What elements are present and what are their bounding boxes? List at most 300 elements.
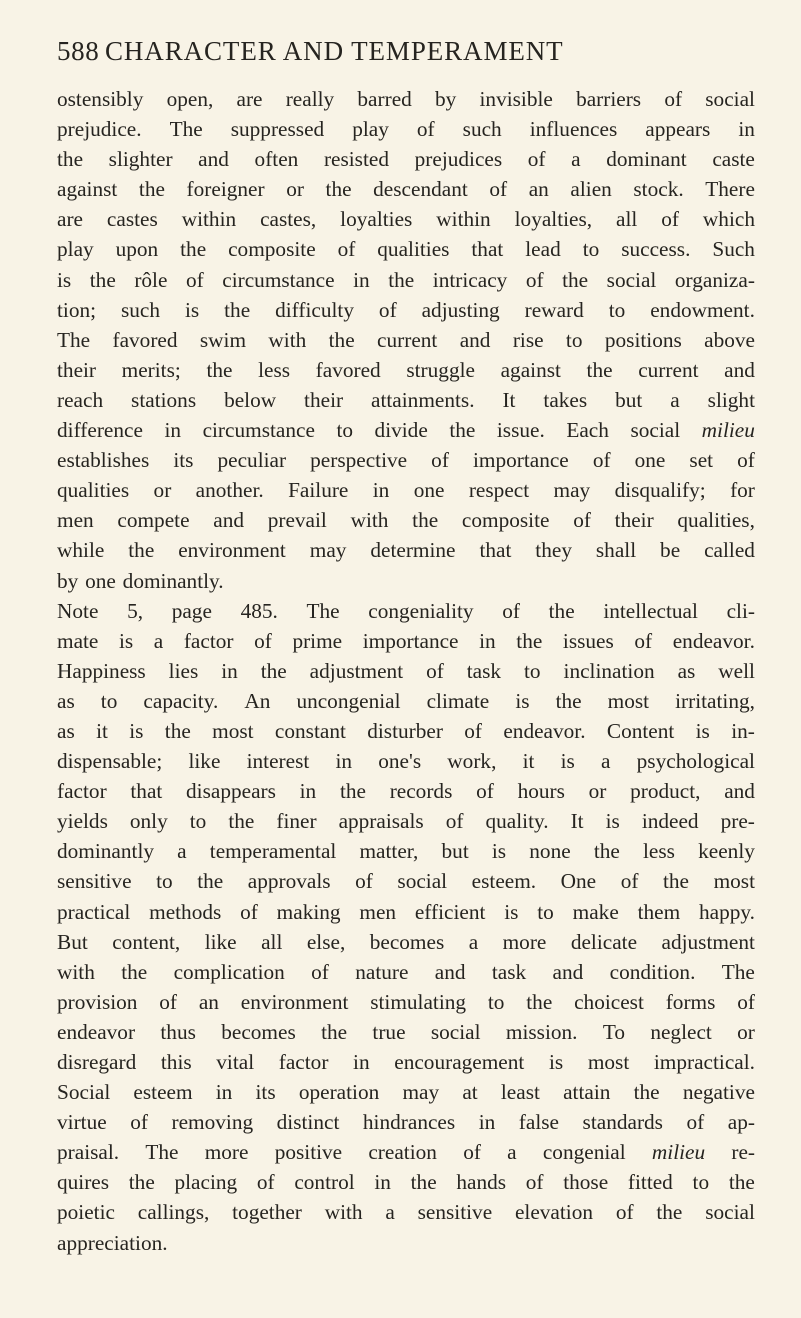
word: temperamental (209, 839, 337, 864)
word: sensitive (417, 1200, 493, 1225)
word: composite (228, 237, 316, 262)
word: or (153, 478, 172, 503)
word: to (336, 418, 354, 443)
word: by (435, 87, 457, 111)
word: prime (292, 628, 343, 653)
word: the (562, 267, 589, 292)
word: of (737, 448, 755, 473)
word: poietic (57, 1200, 115, 1225)
word: intricacy (432, 267, 508, 292)
word: hindrances (362, 1110, 456, 1135)
word: adjusting (421, 297, 500, 322)
word: importance (362, 628, 459, 653)
word: their (614, 508, 654, 533)
word: of (355, 869, 373, 894)
word: There (705, 177, 755, 202)
text-line (57, 957, 755, 987)
word: within (181, 207, 237, 232)
word: barred (357, 87, 412, 111)
text-line (57, 866, 755, 896)
word: the (516, 628, 543, 653)
word: prejudice. (57, 117, 142, 142)
text-line (57, 1017, 755, 1047)
word: impractical. (653, 1050, 755, 1074)
word: or (588, 779, 607, 804)
word: disappears (186, 779, 276, 804)
word: it (96, 718, 108, 743)
word: finer (276, 809, 317, 834)
text-line (57, 596, 755, 626)
word: virtue (57, 1110, 107, 1135)
word: of (502, 598, 520, 623)
word: else, (306, 929, 346, 954)
word: is (129, 718, 144, 743)
word: endeavor (57, 1019, 136, 1044)
word: of (686, 1110, 705, 1135)
word: most (713, 869, 755, 894)
word: against (500, 357, 561, 382)
word: the (339, 779, 366, 804)
word: of (445, 809, 464, 834)
word: the (555, 688, 582, 713)
word: the (586, 357, 613, 382)
page-body-text (57, 84, 755, 1258)
word: of (185, 267, 204, 292)
word: composite (461, 508, 550, 533)
word: in (164, 418, 182, 443)
word: of (426, 658, 444, 683)
word: loyalties, (514, 207, 593, 232)
word: of (489, 177, 508, 202)
word: of (240, 899, 258, 924)
word: and (459, 327, 491, 352)
word: less (258, 357, 291, 382)
word: they (535, 538, 572, 563)
word: that (130, 779, 163, 804)
word: qualities, (677, 508, 755, 533)
word: well (718, 658, 755, 683)
word: of (378, 297, 397, 322)
text-line (57, 626, 755, 656)
word: may (402, 1080, 440, 1105)
word: ap- (727, 1110, 755, 1135)
word: provision (57, 989, 138, 1014)
word: of (573, 508, 591, 533)
word: one's (378, 749, 422, 774)
word: task (466, 658, 502, 683)
word: the (164, 718, 191, 743)
word: disturber (367, 718, 443, 743)
running-title: CHARACTER AND TEMPERAMENT (105, 36, 564, 66)
word: 5, (127, 598, 144, 623)
word: dominantly. (122, 568, 224, 593)
word: An (244, 688, 271, 713)
word: hands (456, 1170, 507, 1195)
text-line (57, 1167, 755, 1197)
word: against (57, 177, 118, 202)
word: of (592, 448, 611, 473)
text-line (57, 174, 755, 204)
word: records (389, 779, 453, 804)
word: lies (168, 658, 199, 683)
word: one (85, 568, 116, 593)
word: removing (171, 1110, 254, 1135)
word: Such (712, 237, 755, 262)
text-line (57, 1077, 755, 1107)
word: of (463, 1140, 481, 1165)
word: standards (582, 1110, 663, 1135)
word: in (738, 117, 755, 142)
word: are (57, 207, 83, 232)
word: a (571, 147, 581, 172)
word: disqualify; (614, 478, 706, 503)
word: in (374, 1170, 391, 1195)
word: of (337, 237, 356, 262)
word: descendant (373, 177, 468, 202)
word: stock. (633, 177, 684, 202)
word: together (232, 1200, 302, 1225)
word: divide (374, 418, 428, 443)
word: endowment. (650, 297, 755, 322)
word: factor (183, 628, 234, 653)
word: its (173, 448, 194, 473)
word: Failure (288, 478, 349, 503)
word: stations (131, 387, 197, 412)
word: the (633, 1080, 660, 1105)
text-line (57, 385, 755, 415)
word: none (529, 839, 571, 864)
word: a (601, 749, 611, 774)
word: favored (112, 327, 178, 352)
word: to (692, 1170, 710, 1195)
word: cli- (726, 598, 755, 623)
word: most (212, 718, 254, 743)
word: of (130, 1110, 148, 1135)
word: one (413, 478, 445, 503)
word: and (552, 959, 584, 984)
word: castes (106, 207, 158, 232)
word: such (121, 297, 161, 322)
word: prejudices (414, 147, 503, 172)
word: perspective (310, 448, 408, 473)
word: in (353, 267, 370, 292)
word: attainments. (371, 387, 475, 412)
word: the (328, 327, 355, 352)
word: of (416, 117, 435, 142)
page-number: 588 (57, 36, 100, 66)
word: may (309, 538, 347, 563)
word: really (285, 87, 335, 111)
word: to (100, 688, 118, 713)
word: that (471, 237, 504, 262)
word: capacity. (143, 688, 219, 713)
word: prevail (267, 508, 327, 533)
word: organiza- (674, 267, 755, 292)
word: tion; (57, 297, 97, 322)
word: within (436, 207, 491, 232)
word: social (606, 267, 657, 292)
word: suppressed (230, 117, 325, 142)
word: The (145, 1140, 179, 1165)
word: One (560, 869, 597, 894)
word: the (228, 809, 255, 834)
word: irritating, (675, 688, 755, 713)
word: establishes (57, 448, 150, 473)
word: but (615, 387, 643, 412)
word: influences (529, 117, 618, 142)
text-line (57, 746, 755, 776)
word: like (188, 749, 221, 774)
text-line (57, 355, 755, 385)
word: with (268, 327, 307, 352)
word: it (522, 749, 535, 774)
word: The (57, 327, 91, 352)
word: loyalties (340, 207, 413, 232)
word: in (335, 749, 353, 774)
word: of (254, 628, 272, 653)
word: placing (174, 1170, 238, 1195)
word: open, (166, 87, 214, 111)
word: such (462, 117, 502, 142)
word: castes, (260, 207, 317, 232)
word: the (206, 357, 233, 382)
word: of (737, 989, 755, 1014)
word: climate (426, 688, 490, 713)
text-line (57, 656, 755, 686)
word: them (637, 899, 681, 924)
word: of (620, 869, 639, 894)
text-line (57, 836, 755, 866)
word: the (180, 237, 207, 262)
word: in (353, 1050, 370, 1074)
word: delicate (570, 929, 638, 954)
text-line (57, 1107, 755, 1137)
word: swim (199, 327, 247, 352)
word: as (677, 658, 696, 683)
word: is (491, 839, 507, 864)
text-line (57, 1047, 755, 1077)
word: like (204, 929, 237, 954)
word: difference (57, 418, 143, 443)
word: efficient (414, 899, 486, 924)
word: yields (57, 809, 108, 834)
word: are (236, 87, 263, 111)
word: positive (274, 1140, 343, 1165)
word: the (656, 1200, 683, 1225)
word: dominant (606, 147, 687, 172)
word: may (553, 478, 591, 503)
word: and (198, 147, 229, 172)
word: to (565, 327, 583, 352)
word: and (213, 508, 244, 533)
word: product, (630, 779, 701, 804)
word: adjustment (661, 929, 755, 954)
word: of (256, 1170, 275, 1195)
word: forms (665, 989, 716, 1014)
word: of (431, 448, 449, 473)
word: encouragement (394, 1050, 525, 1074)
italic-word: milieu (701, 418, 755, 443)
word: Each (566, 418, 609, 443)
text-line (57, 566, 755, 596)
word: a (507, 1140, 517, 1165)
text-line (57, 265, 755, 295)
text-line (57, 295, 755, 325)
word: merits; (121, 357, 181, 382)
word: keenly (698, 839, 755, 864)
word: often (254, 147, 299, 172)
text-line (57, 204, 755, 234)
text-line (57, 897, 755, 927)
word: set (689, 448, 714, 473)
word: of (464, 718, 483, 743)
word: choicest (574, 989, 644, 1014)
italic-word: milieu (651, 1140, 706, 1165)
word: of (525, 1170, 544, 1195)
word: that (479, 538, 512, 563)
word: of (159, 989, 178, 1014)
text-line (57, 144, 755, 174)
word: invisible (479, 87, 553, 111)
text-line (57, 686, 755, 716)
word: or (286, 177, 304, 202)
word: reward (524, 297, 584, 322)
text-line (57, 114, 755, 144)
word: a (468, 929, 479, 954)
word: the (57, 147, 84, 172)
word: the (662, 869, 690, 894)
word: 485. (240, 598, 278, 623)
word: difficulty (275, 297, 354, 322)
word: issues (562, 628, 614, 653)
word: with (350, 508, 389, 533)
text-line (57, 535, 755, 565)
word: in (478, 1110, 496, 1135)
text-line (57, 475, 755, 505)
text-line (57, 987, 755, 1017)
running-header (57, 36, 755, 70)
word: control (294, 1170, 355, 1195)
word: most (587, 1050, 630, 1074)
text-line (57, 234, 755, 264)
word: is (57, 267, 72, 292)
word: issue. (496, 418, 545, 443)
word: It (570, 809, 584, 834)
word: a (385, 1200, 395, 1225)
word: this (160, 1050, 192, 1074)
word: to (487, 989, 505, 1014)
word: in- (731, 718, 755, 743)
word: in (299, 779, 317, 804)
word: alien (570, 177, 612, 202)
word: The (721, 959, 755, 984)
word: hours (517, 779, 565, 804)
word: ostensibly (57, 87, 144, 111)
word: social (397, 869, 448, 894)
word: true (372, 1019, 406, 1044)
word: quires (57, 1170, 110, 1195)
word: make (572, 899, 619, 924)
word: appraisals (338, 809, 424, 834)
word: circumstance (222, 267, 335, 292)
word: the (526, 989, 553, 1014)
word: constant (274, 718, 346, 743)
word: factor (278, 1050, 329, 1074)
word: to (582, 237, 600, 262)
word: shall (595, 538, 637, 563)
word: the (89, 267, 116, 292)
word: of (664, 87, 683, 111)
word: importance (472, 448, 569, 473)
word: an (528, 177, 549, 202)
word: more (204, 1140, 249, 1165)
word: intellectual (603, 598, 698, 623)
word: their (304, 387, 344, 412)
word: the (321, 1019, 348, 1044)
word: of (476, 779, 494, 804)
word: lead (525, 237, 561, 262)
word: attain (563, 1080, 611, 1105)
word: in (215, 1080, 233, 1105)
word: indeed (641, 809, 699, 834)
word: of (311, 959, 329, 984)
word: is (560, 749, 575, 774)
text-line (57, 415, 755, 445)
word: the (449, 418, 476, 443)
text-line (57, 325, 755, 355)
word: operation (298, 1080, 380, 1105)
word: complication (173, 959, 285, 984)
word: the (128, 538, 155, 563)
word: is (695, 718, 710, 743)
word: men (57, 508, 94, 533)
word: current (638, 357, 699, 382)
word: of (525, 267, 544, 292)
word: becomes (369, 929, 445, 954)
word: for (730, 478, 755, 503)
word: Social (57, 1080, 111, 1105)
word: of (615, 1200, 634, 1225)
word: psychological (636, 749, 755, 774)
word: mission. (505, 1019, 578, 1044)
word: most (607, 688, 650, 713)
text-line (57, 806, 755, 836)
word: disregard (57, 1050, 137, 1074)
word: rôle (134, 267, 168, 292)
word: to (608, 297, 626, 322)
word: practical (57, 899, 131, 924)
word: in (372, 478, 390, 503)
word: to (524, 658, 541, 683)
word: endeavor. (672, 628, 755, 653)
word: Happiness (57, 658, 146, 683)
word: with (57, 959, 95, 984)
word: the (197, 869, 224, 894)
word: qualities (377, 237, 450, 262)
text-line (57, 776, 755, 806)
word: slight (707, 387, 755, 412)
word: condition. (609, 959, 696, 984)
word: social (630, 418, 681, 443)
word: happy. (699, 899, 755, 924)
word: pre- (720, 809, 755, 834)
word: current (377, 327, 438, 352)
word: methods (149, 899, 222, 924)
word: false (518, 1110, 559, 1135)
word: with (324, 1200, 363, 1225)
word: at (462, 1080, 478, 1105)
word: to (189, 809, 207, 834)
